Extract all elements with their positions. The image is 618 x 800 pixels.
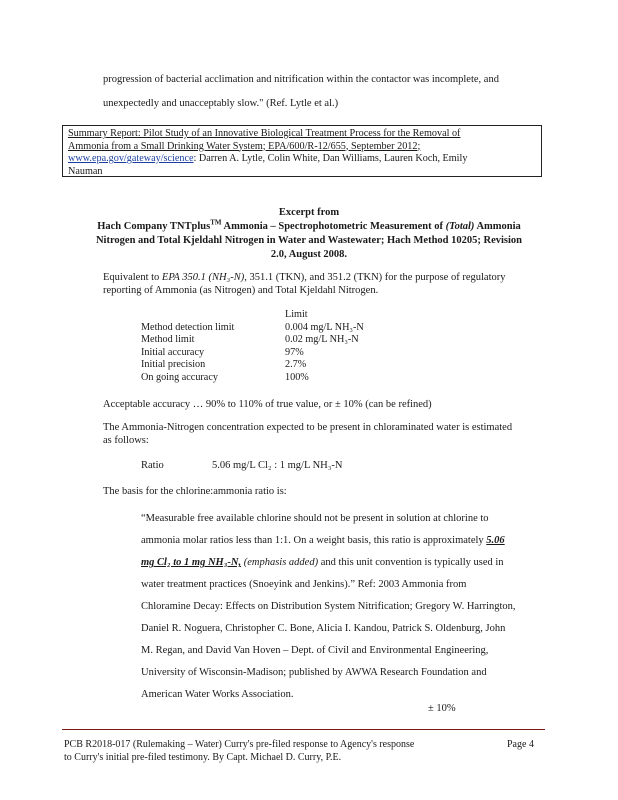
limit-value: 0.02 mg/L NH₃-N [285,334,359,345]
equivalent-line-2: reporting of Ammonia (as Nitrogen) and Total Kjeldahl Nitrogen. [103,285,379,296]
ratio-value: 5.06 mg/L Cl₂ : 1 mg/L NH₃-N [212,460,343,471]
quote-line-2: ammonia molar ratios less than 1:1. On a weight basis, this ratio is approximately 5.06 [141,535,505,546]
excerpt-title: Excerpt from [278,207,340,218]
method-limits-table [141,309,364,384]
summary-line-4: Nauman [68,165,103,177]
table-row [141,334,364,347]
limit-label: Method detection limit [141,321,235,333]
limit-value: 0.004 mg/L NH₃-N [285,321,364,333]
ratio-label: Ratio [141,460,164,471]
table-row [141,322,364,335]
epa-link[interactable]: www.epa.gov/gateway/science [68,153,194,164]
summary-authors: : Darren A. Lytle, Colin White, Dan Williams, Lauren Koch, Emily [193,153,468,164]
excerpt-heading-line-2: Nitrogen and Total Kjeldahl Nitrogen in Water and Wastewater; Hach Method 10205; Revision [95,235,523,246]
limit-value: 100% [285,371,309,383]
concentration-line-2: as follows: [103,435,149,446]
summary-report-box [62,125,542,177]
excerpt-heading-line-3: 2.0, August 2008. [270,249,348,260]
excerpt-heading-line-1: Hach Company TNTplus™ Ammonia – Spectrophotometric Measurement of (Total) Ammonia [97,218,521,232]
quote-line-9: American Water Works Association. [141,689,294,700]
summary-line-2: Ammonia from a Small Drinking Water System; EPA/600/R-12/655, September 2012; [68,140,421,152]
quote-line-8: University of Wisconsin-Madison; published by AWWA Research Foundation and [141,667,487,678]
table-row [141,347,364,360]
limit-label: Initial accuracy [141,346,205,358]
page-number: Page 4 [507,739,534,750]
table-row [141,359,364,372]
acceptable-accuracy: Acceptable accuracy … 90% to 110% of true value, or ± 10% (can be refined) [103,399,432,410]
limit-label: On going accuracy [141,371,218,383]
equivalent-line-1: Equivalent to EPA 350.1 (NH₃-N), 351.1 (TKN), and 351.2 (TKN) for the purpose of regulatory [103,272,506,283]
footer-line-1: PCB R2018-017 (Rulemaking – Water) Curry's pre-filed response to Agency's response [64,739,415,750]
quote-line-3: mg Cl₂ to 1 mg NH₃-N, (emphasis added) and this unit convention is typically used in [141,557,504,568]
quote-line-1: “Measurable free available chlorine should not be present in solution at chlorine to [141,513,489,524]
quote-line-7: M. Regan, and David Van Hoven – Dept. of Civil and Environmental Engineering, [141,645,489,656]
table-row [141,372,364,385]
margin-note: ± 10% [428,703,456,714]
summary-line-1: Summary Report: Pilot Study of an Innovative Biological Treatment Process for the Removal of [68,128,461,139]
basis-line: The basis for the chlorine:ammonia ratio is: [103,486,287,497]
quote-line-6: Daniel R. Noguera, Christopher C. Bone, Alicia I. Kandou, Patrick S. Oldenburg, John [141,623,506,634]
quote-line-4: water treatment practices (Snoeyink and Jenkins).” Ref: 2003 Ammonia from [141,579,467,590]
limit-label: Method limit [141,334,195,345]
quote-line-5: Chloramine Decay: Effects on Distribution System Nitrification; Gregory W. Harrington, [141,601,516,612]
limit-label: Initial precision [141,359,206,370]
limit-value: 97% [285,346,304,358]
footer-line-2: to Curry's initial pre-filed testimony. By Capt. Michael D. Curry, P.E. [64,752,342,763]
limit-value: 2.7% [285,359,307,370]
concentration-line-1: The Ammonia-Nitrogen concentration expected to be present in chloraminated water is estimated [103,422,513,433]
footer-rule [62,729,545,730]
intro-line-2: unexpectedly and unacceptably slow." (Ref. Lytle et al.) [103,98,339,109]
limits-header: Limit [285,309,308,320]
summary-line-3 [68,153,536,166]
intro-line-1: progression of bacterial acclimation and nitrification within the contactor was incomplete, and [103,74,499,85]
